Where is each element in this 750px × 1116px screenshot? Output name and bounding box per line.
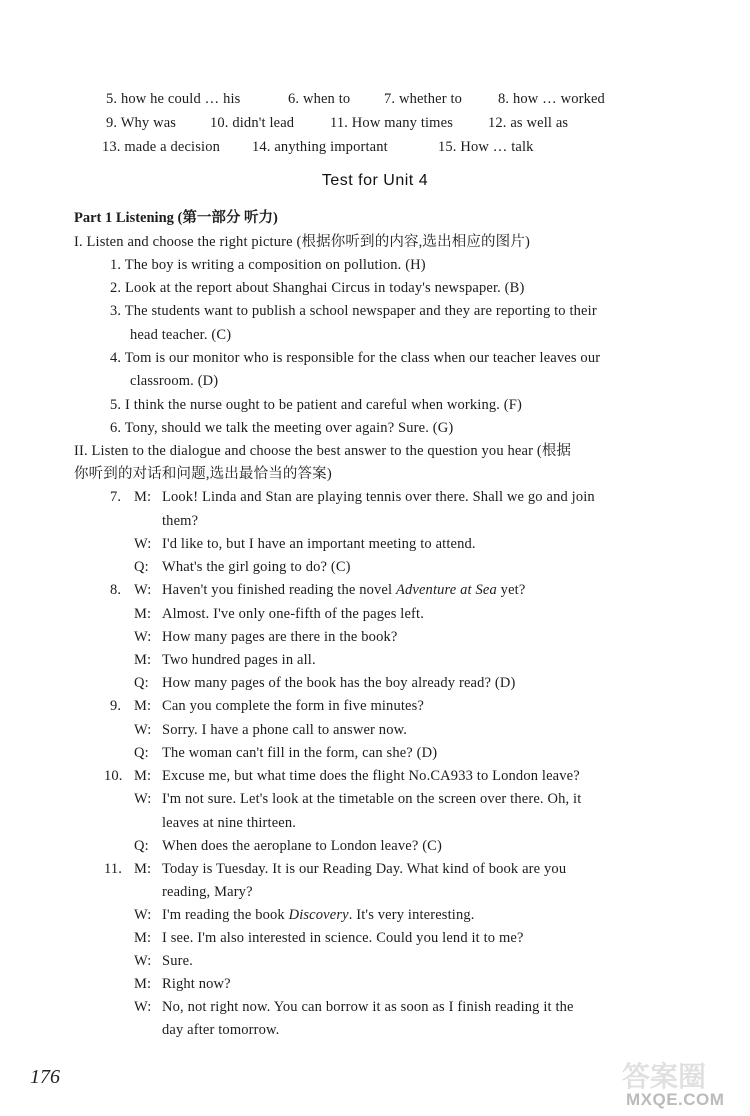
speaker-label: W: [134, 999, 152, 1015]
section-1-item-3: 3. The students want to publish a school newspaper and they are reporting to their [110, 303, 597, 319]
q11-m1-text-cont: reading, Mary? [162, 884, 253, 900]
q8-w1-line [110, 581, 525, 599]
q11-m1-text: Today is Tuesday. It is our Reading Day. What kind of book are you [162, 861, 567, 877]
q11-w1-text-a: I'm reading the book [162, 907, 289, 923]
q10-number: 10. [104, 768, 123, 784]
answer-9: 9. Why was [106, 115, 177, 131]
q11-w1-text-b: . It's very interesting. [348, 907, 475, 923]
q9-m-line [110, 697, 424, 715]
q9-number: 9. [110, 698, 122, 714]
section-1-item-1: 1. The boy is writing a composition on pollution. (H) [110, 257, 426, 273]
speaker-label: W: [134, 953, 152, 969]
q8-m1-line [134, 605, 424, 623]
q8-m2-line [134, 651, 316, 669]
q7-q-line [134, 558, 351, 576]
q11-w2-text: Sure. [162, 953, 193, 969]
q9-m-text: Can you complete the form in five minutes? [162, 698, 424, 714]
speaker-label: Q: [134, 745, 149, 761]
speaker-label: Q: [134, 838, 149, 854]
q8-w2-text: How many pages are there in the book? [162, 629, 398, 645]
watermark-logo [620, 1058, 740, 1092]
q8-book-title: Adventure at Sea [395, 582, 497, 598]
q10-w-text-cont: leaves at nine thirteen. [162, 815, 297, 831]
q11-w1-line [134, 906, 475, 924]
q10-w-text: I'm not sure. Let's look at the timetable on the screen over there. Oh, it [162, 791, 582, 807]
speaker-label: M: [134, 698, 152, 714]
q11-w3-text-cont: day after tomorrow. [162, 1022, 280, 1038]
section-2-heading: II. Listen to the dialogue and choose the best answer to the question you hear (根据 [74, 443, 572, 459]
q11-w3-text: No, not right now. You can borrow it as soon as I finish reading it the [162, 999, 574, 1015]
speaker-label: M: [134, 976, 152, 992]
speaker-label: M: [134, 861, 152, 877]
speaker-label: W: [134, 536, 152, 552]
page-title: Test for Unit 4 [321, 172, 429, 189]
q11-w3-line [134, 998, 574, 1016]
watermark-url: MXQE.COM [626, 1090, 725, 1109]
speaker-label: W: [134, 791, 152, 807]
q8-q-text: How many pages of the book has the boy already read? (D) [162, 675, 516, 691]
answer-6: 6. when to [288, 91, 351, 107]
answer-13: 13. made a decision [102, 139, 221, 155]
q11-w2-line [134, 952, 193, 970]
answer-11: 11. How many times [330, 115, 453, 131]
q8-m1-text: Almost. I've only one-fifth of the pages left. [162, 606, 424, 622]
q9-q-line [134, 744, 437, 762]
q11-book-title: Discovery [288, 907, 349, 923]
q11-m2-line [134, 929, 524, 947]
q8-m2-text: Two hundred pages in all. [162, 652, 316, 668]
q11-m2-text: I see. I'm also interested in science. Could you lend it to me? [162, 930, 524, 946]
q11-m1-line [104, 860, 566, 878]
speaker-label: W: [134, 629, 152, 645]
section-1-item-4: 4. Tom is our monitor who is responsible for the class when our teacher leaves our [110, 350, 601, 366]
q8-w2-line [134, 628, 397, 646]
section-1-item-4-cont: classroom. (D) [130, 373, 219, 389]
q7-w-text: I'd like to, but I have an important meeting to attend. [162, 536, 476, 552]
section-1-item-2: 2. Look at the report about Shanghai Circus in today's newspaper. (B) [110, 280, 525, 296]
speaker-label: M: [134, 652, 152, 668]
q7-q-text: What's the girl going to do? (C) [162, 559, 351, 575]
q10-q-text: When does the aeroplane to London leave? (C) [162, 838, 442, 854]
q11-m3-line [134, 975, 231, 993]
q10-m-text: Excuse me, but what time does the flight No.CA933 to London leave? [162, 768, 580, 784]
section-2-heading-cont: 你听到的对话和问题,选出最恰当的答案) [74, 466, 332, 482]
answer-10: 10. didn't lead [210, 115, 295, 131]
speaker-label: Q: [134, 559, 149, 575]
q8-w1-text-b: yet? [496, 582, 526, 598]
page-number: 176 [30, 1066, 60, 1088]
q11-number: 11. [104, 861, 123, 877]
answer-15: 15. How … talk [438, 139, 534, 155]
section-1-heading: I. Listen and choose the right picture (根据你听到的内容,选出相应的图片) [74, 234, 530, 250]
q9-w-line [134, 721, 407, 739]
answer-14: 14. anything important [252, 139, 388, 155]
answer-5: 5. how he could … his [106, 91, 241, 107]
q10-w-line [134, 790, 581, 808]
q7-w-line [134, 535, 476, 553]
q9-q-text: The woman can't fill in the form, can she? (D) [162, 745, 438, 761]
section-1-item-6: 6. Tony, should we talk the meeting over again? Sure. (G) [110, 420, 454, 436]
q9-w-text: Sorry. I have a phone call to answer now. [162, 722, 408, 738]
q11-m3-text: Right now? [162, 976, 231, 992]
speaker-label: W: [134, 722, 152, 738]
part-1-heading: Part 1 Listening (第一部分 听力) [74, 210, 278, 226]
q8-q-line [134, 674, 515, 692]
speaker-label: M: [134, 930, 152, 946]
speaker-label: M: [134, 768, 152, 784]
watermark-logo-text: 答案圈 [622, 1060, 707, 1092]
speaker-label: M: [134, 489, 152, 505]
q7-number: 7. [110, 489, 122, 505]
speaker-label: W: [134, 582, 152, 598]
section-1-item-5: 5. I think the nurse ought to be patient and careful when working. (F) [110, 397, 522, 413]
speaker-label: M: [134, 606, 152, 622]
q8-w1-text-a: Haven't you finished reading the novel [162, 582, 396, 598]
q10-m-line [104, 767, 580, 785]
answer-12: 12. as well as [488, 115, 569, 131]
speaker-label: W: [134, 907, 152, 923]
q7-m-line [110, 488, 595, 506]
speaker-label: Q: [134, 675, 149, 691]
q7-m-text-cont: them? [162, 513, 199, 529]
answer-8: 8. how … worked [498, 91, 605, 107]
section-1-item-3-cont: head teacher. (C) [130, 327, 232, 343]
q7-m-text: Look! Linda and Stan are playing tennis over there. Shall we go and join [162, 489, 595, 505]
answer-7: 7. whether to [384, 91, 463, 107]
q10-q-line [134, 837, 442, 855]
q8-number: 8. [110, 582, 122, 598]
